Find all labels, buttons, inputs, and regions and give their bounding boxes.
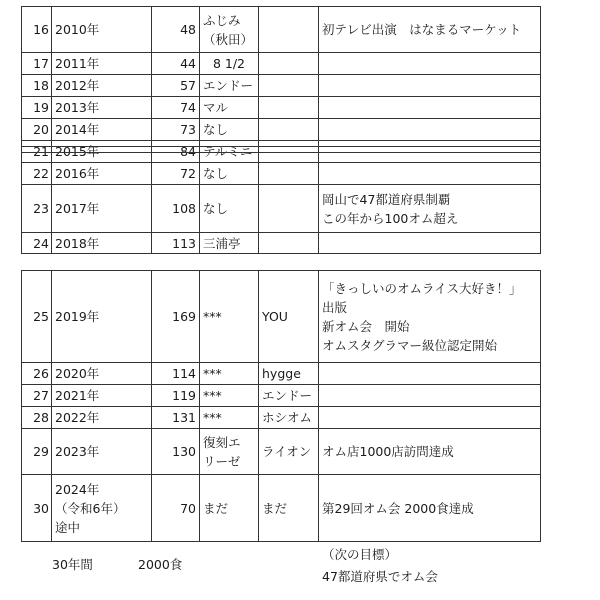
cell-note <box>319 119 541 141</box>
cell-note <box>319 363 541 385</box>
cell-a: *** <box>200 385 259 407</box>
cell-no: 29 <box>22 429 52 475</box>
cell-count: 44 <box>152 53 200 75</box>
cell-a: *** <box>200 407 259 429</box>
cell-count: 131 <box>152 407 200 429</box>
cell-b <box>259 53 319 75</box>
table-row <box>22 271 541 363</box>
footer-years: 30年間 <box>52 557 93 572</box>
cell-year: 2017年 <box>52 185 152 233</box>
table-row <box>22 385 541 407</box>
table-row <box>22 429 541 475</box>
cell-year: 2023年 <box>52 429 152 475</box>
cell-note <box>319 53 541 75</box>
table-row <box>22 233 541 254</box>
cell-a: テルミニ <box>200 141 259 163</box>
cell-b: まだ <box>259 475 319 542</box>
cell-note: オム店1000店訪問達成 <box>319 429 541 475</box>
cell-b <box>259 119 319 141</box>
cell-count: 48 <box>152 7 200 53</box>
cell-a: なし <box>200 185 259 233</box>
cell-note: 第29回オム会 2000食達成 <box>319 475 541 542</box>
cell-year: 2019年 <box>52 271 152 363</box>
table-row <box>22 7 541 53</box>
footer-goal-heading: （次の目標） <box>322 547 398 562</box>
table-row <box>22 75 541 97</box>
cell-a: 8 1/2 <box>200 53 259 75</box>
table-row <box>22 119 541 141</box>
cell-no: 25 <box>22 271 52 363</box>
cell-b: ライオン <box>259 429 319 475</box>
cell-year: 2013年 <box>52 97 152 119</box>
cell-year: 2010年 <box>52 7 152 53</box>
cell-count: 84 <box>152 141 200 163</box>
cell-no: 17 <box>22 53 52 75</box>
cell-no: 18 <box>22 75 52 97</box>
cell-b <box>259 97 319 119</box>
cell-note: 岡山で47都道府県制覇 この年から100オム超え <box>319 185 541 233</box>
cell-no: 30 <box>22 475 52 542</box>
cell-b <box>259 75 319 97</box>
cell-year: 2020年 <box>52 363 152 385</box>
history-table-upper <box>21 6 541 254</box>
cell-count: 119 <box>152 385 200 407</box>
cell-year: 2014年 <box>52 119 152 141</box>
table-separator <box>21 146 540 153</box>
cell-year: 2015年 <box>52 141 152 163</box>
cell-no: 20 <box>22 119 52 141</box>
cell-year: 2011年 <box>52 53 152 75</box>
cell-year: 2024年 （令和6年） 途中 <box>52 475 152 542</box>
cell-no: 24 <box>22 233 52 254</box>
table-row <box>22 185 541 233</box>
cell-count: 72 <box>152 163 200 185</box>
cell-count: 113 <box>152 233 200 254</box>
table-row <box>22 363 541 385</box>
footer-total: 2000食 <box>138 557 183 572</box>
cell-b <box>259 7 319 53</box>
cell-count: 73 <box>152 119 200 141</box>
cell-year: 2018年 <box>52 233 152 254</box>
cell-a: なし <box>200 163 259 185</box>
cell-count: 70 <box>152 475 200 542</box>
cell-count: 169 <box>152 271 200 363</box>
cell-year: 2022年 <box>52 407 152 429</box>
cell-a: 復刻エ リーゼ <box>200 429 259 475</box>
cell-b <box>259 185 319 233</box>
cell-count: 114 <box>152 363 200 385</box>
history-table-lower <box>21 270 541 542</box>
table-row <box>22 163 541 185</box>
table-row <box>22 97 541 119</box>
cell-b: ホシオム <box>259 407 319 429</box>
footer-goal: 47都道府県でオム会 <box>322 569 438 584</box>
cell-a: ふじみ （秋田） <box>200 7 259 53</box>
cell-count: 130 <box>152 429 200 475</box>
cell-note <box>319 75 541 97</box>
cell-note <box>319 385 541 407</box>
cell-count: 108 <box>152 185 200 233</box>
cell-no: 16 <box>22 7 52 53</box>
table-row <box>22 407 541 429</box>
table-row <box>22 475 541 542</box>
cell-b: hygge <box>259 363 319 385</box>
cell-a: なし <box>200 119 259 141</box>
cell-b <box>259 163 319 185</box>
cell-no: 22 <box>22 163 52 185</box>
cell-no: 27 <box>22 385 52 407</box>
cell-a: まだ <box>200 475 259 542</box>
table-row <box>22 53 541 75</box>
cell-note: 初テレビ出演 はなまるマーケット <box>319 7 541 53</box>
cell-no: 21 <box>22 141 52 163</box>
cell-b: YOU <box>259 271 319 363</box>
cell-b: エンドー <box>259 385 319 407</box>
cell-note <box>319 233 541 254</box>
cell-count: 57 <box>152 75 200 97</box>
cell-year: 2016年 <box>52 163 152 185</box>
cell-a: *** <box>200 271 259 363</box>
cell-no: 19 <box>22 97 52 119</box>
cell-a: *** <box>200 363 259 385</box>
cell-b <box>259 233 319 254</box>
cell-year: 2021年 <box>52 385 152 407</box>
cell-note <box>319 163 541 185</box>
cell-no: 26 <box>22 363 52 385</box>
cell-note <box>319 97 541 119</box>
cell-no: 23 <box>22 185 52 233</box>
cell-note <box>319 407 541 429</box>
cell-a: 三浦亭 <box>200 233 259 254</box>
cell-note: 「きっしいのオムライス大好き！」 出版 新オム会 開始 オムスタグラマー級位認定開始 <box>319 271 541 363</box>
cell-count: 74 <box>152 97 200 119</box>
cell-year: 2012年 <box>52 75 152 97</box>
cell-a: マル <box>200 97 259 119</box>
cell-no: 28 <box>22 407 52 429</box>
cell-a: エンドー <box>200 75 259 97</box>
